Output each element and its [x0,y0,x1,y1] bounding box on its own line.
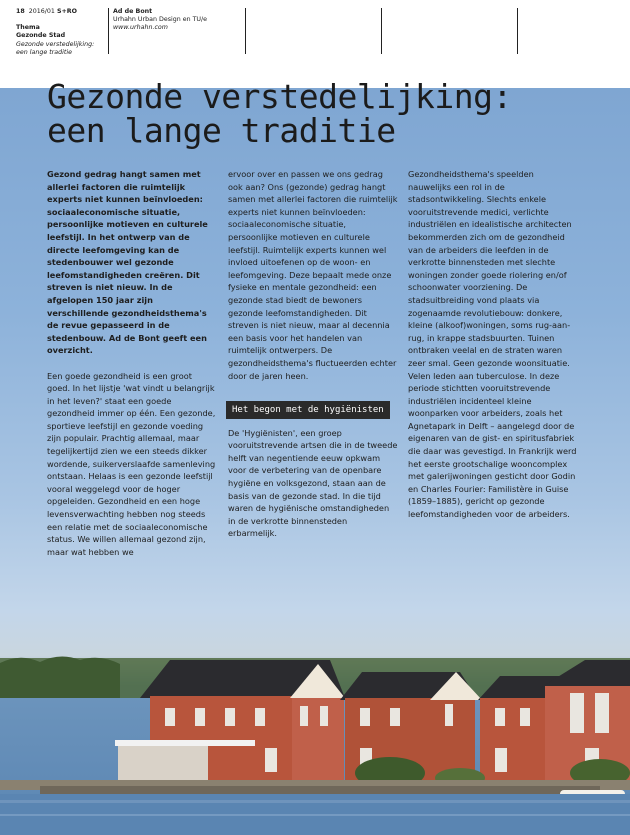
author-url[interactable]: www.urhahn.com [113,24,168,32]
author-affiliation: Urhahn Urban Design en TU/e [113,16,208,24]
header-divider [108,8,109,54]
header-divider [381,8,382,54]
section-name: Gezonde Stad [16,32,66,40]
page-header [0,0,630,88]
section-sub-2: een lange traditie [16,48,72,56]
section-subheading: Het begon met de hygiënisten [226,401,390,419]
text-column-1 [47,168,217,571]
section-label: Thema [16,24,40,32]
text-column-2 [228,168,398,553]
article-title [47,77,512,150]
magazine-name: S+RO [56,8,77,15]
body-paragraph: Gezondheidsthema's speelden nauwelijks een rol in de stadsontwikkeling. Slechts enkele vooruitstrevende medici, verlichte industriëlen en idealistische architecten bekommerden zich om de gezondheid van de arbeiders die leefden in de verkrotte binnensteden met slechte woningen zonder goede riolering en/of schoonwater voorziening. De stadsuitbreiding vond plaats via zogenaamde revolutiebouw: donkere, kleine (alkoof)woningen, soms rug-aan-rug, in krappe stadsbuurten. Tuinen ontbraken veelal en de straten waren zeer smal. Geen gezonde woonsituatie. Velen leden aan tuberculose. In deze periode stichtten vooruitstrevende industriëlen incidenteel kleine woonparken voor arbeiders, zoals het Agnetapark in Delft – aangelegd door de eigenaren van de gist- en spiritusfabriek die daar was gevestigd. In Frankrijk werd het eerste grootschalige wooncomplex met galerijwoningen gesticht door Godin en Charles Fourier: Familistère in Guise (1859–1885), gericht op gezonde leefomstandigheden voor de arbeiders. [408,169,577,520]
article-lead: Gezond gedrag hangt samen met allerlei factoren die ruimtelijk experts niet kunnen beïnvloeden: sociaaleconomische situatie, persoonlijke motieven en culturele leefstijl. In het ontwerp van de directe leefomgeving kan de stedenbouwer wel gezonde leefomstandigheden creëren. Dit streven is niet nieuw. In de afgelopen 150 jaar zijn verschillende gezondheidsthema's de revue gepasseerd in de stedenbouw. Ad de Bont geeft een overzicht. [47,169,208,356]
author-block [113,8,243,33]
folio-block [16,8,106,57]
folio-line [16,8,106,16]
text-column-3 [408,168,578,533]
header-divider [517,8,518,54]
body-paragraph: ervoor over en passen we ons gedrag ook aan? Ons (gezonde) gedrag hangt samen met allerlei factoren die ruimtelijk experts niet kunnen beïnvloeden: sociaaleconomische situatie, persoonlijke motieven en culturele leefstijl. Ruimtelijk experts kunnen wel invloed uitoefenen op de woon- en leefomgeving. Deze bepaalt mede onze fysieke en mentale gezondheid: een gezonde stad biedt de bewoners gezonde leefomstandigheden. Dit streven is niet nieuw, maar al decennia een basis voor het handelen van ruimtelijk ontwerpers. De gezondheidsthema's fluctueerden echter door de jaren heen. [228,169,398,381]
section-sub-1: Gezonde verstedelijking: [16,40,95,48]
author-name: Ad de Bont [113,8,153,15]
article-title-line-1: Gezonde verstedelijking: [47,77,512,116]
issue: 2016/01 [28,8,55,15]
header-divider [245,8,246,54]
body-paragraph: De 'Hygiënisten', een groep vooruitstrevende artsen die in de tweede helft van negentiende eeuw opkwam voor de verbetering van de openbare hygiëne en volksgezond, staan aan de basis van de gezonde stad. In die tijd waren de hygiënische omstandigheden in de verkrotte binnensteden erbarmelijk. [228,427,398,539]
waterfront-houses-illustration [0,568,630,835]
page-number: 18 [16,8,25,15]
article-title-line-2: een lange traditie [47,111,396,150]
body-paragraph: Een goede gezondheid is een groot goed. In het lijstje 'wat vindt u belangrijk in het leven?' staat een goede gezondheid immer op één. Een gezonde, sportieve leefstijl en gezonde voeding zijn populair. Prachtig allemaal, maar tegelijkertijd zien we een steeds dikker wordende, suikerverslaafde samenleving ontstaan. Helaas is een gezonde leefstijl vooral weggelegd voor de hoger opgeleiden. Gezondheid en een hoge levensverwachting hebben nog steeds een relatie met de sociaaleconomische status. We willen allemaal gezond zijn, maar wat hebben we [47,370,216,557]
